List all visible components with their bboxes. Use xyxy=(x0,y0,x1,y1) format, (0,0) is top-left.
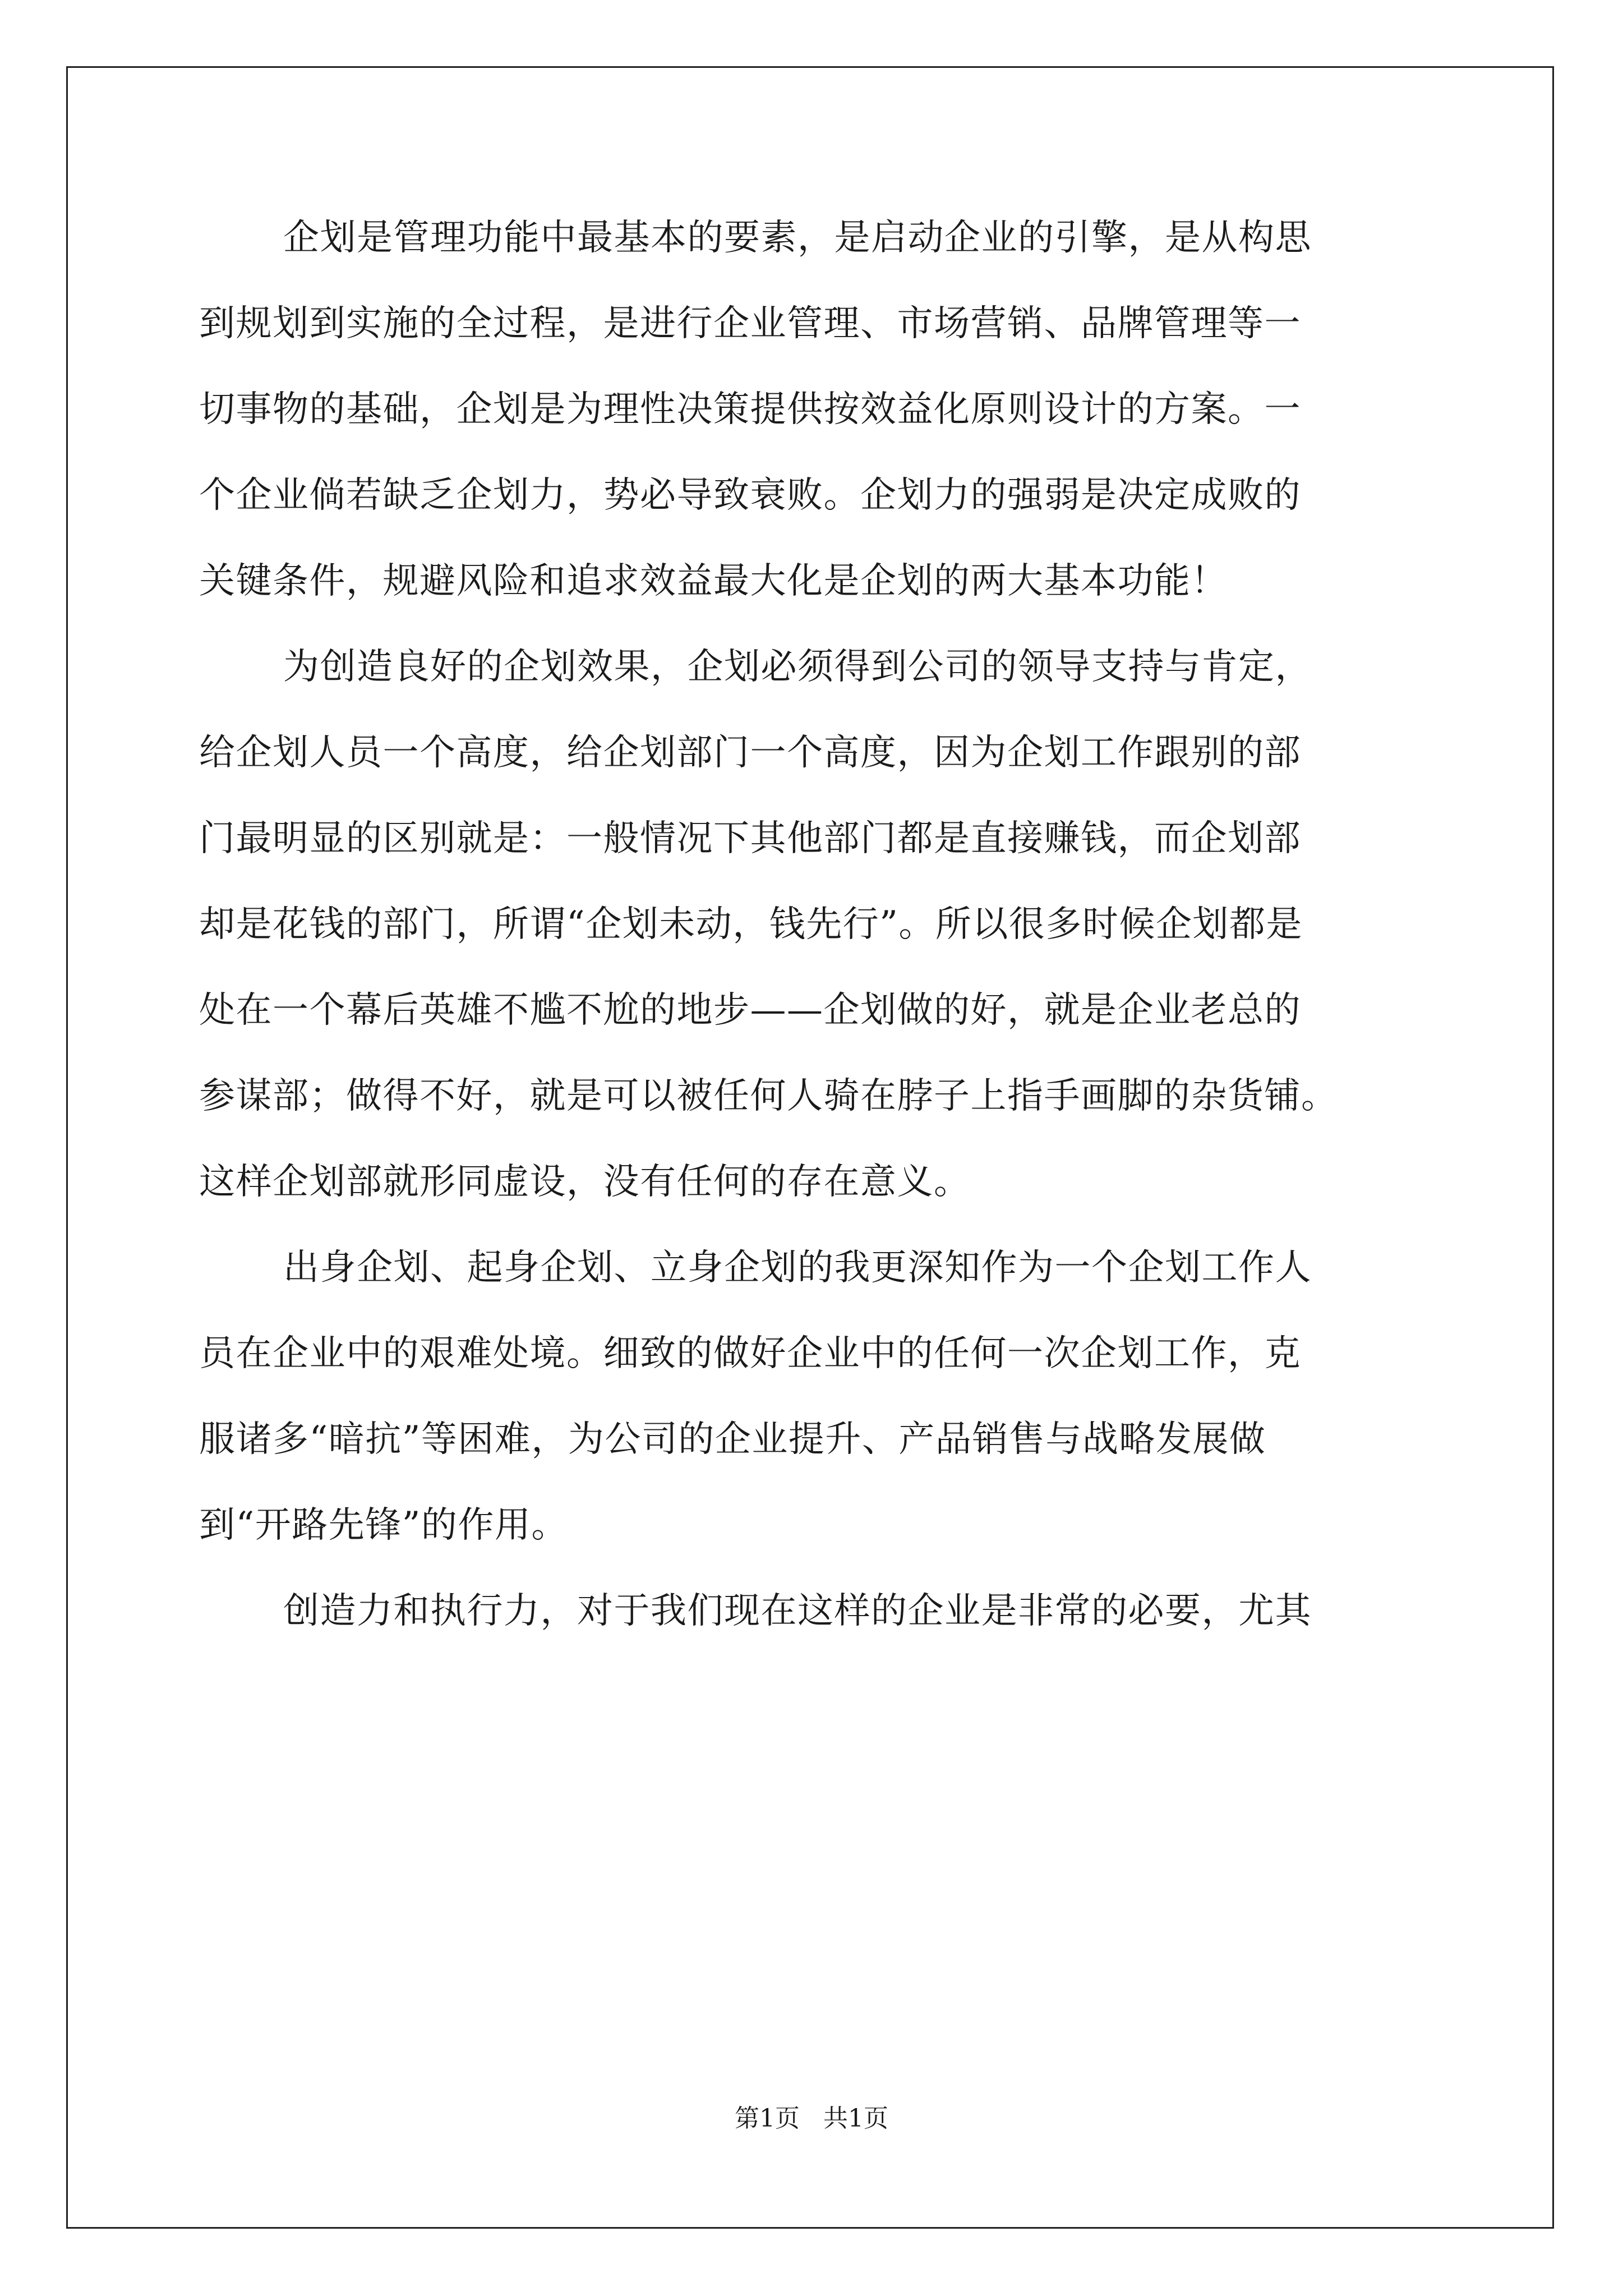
paragraph-2-line-3: 门最明显的区别就是：一般情况下其他部门都是直接赚钱，而企划部 xyxy=(199,818,1301,859)
paragraph-3-line-2: 员在企业中的艰难处境。细致的做好企业中的任何一次企划工作，克 xyxy=(199,1333,1301,1374)
paragraph-3-line-4: 到“开路先锋”的作用。 xyxy=(199,1504,568,1546)
paragraph-2-line-6: 参谋部；做得不好，就是可以被任何人骑在脖子上指手画脚的杂货铺。 xyxy=(199,1075,1338,1117)
paragraph-4-line-1: 创造力和执行力，对于我们现在这样的企业是非常的必要，尤其 xyxy=(283,1590,1312,1632)
paragraph-2-line-1: 为创造良好的企划效果，企划必须得到公司的领导支持与肯定， xyxy=(283,646,1312,688)
paragraph-1-line-3: 切事物的基础，企划是为理性决策提供按效益化原则设计的方案。一 xyxy=(199,389,1301,430)
paragraph-2-line-5: 处在一个幕后英雄不尴不尬的地步——企划做的好，就是企业老总的 xyxy=(199,990,1301,1031)
page-number-footer: 第1页 共1页 xyxy=(735,2104,888,2133)
paragraph-3-line-3: 服诸多“暗抗”等困难，为公司的企业提升、产品销售与战略发展做 xyxy=(199,1419,1266,1460)
paragraph-1-line-2: 到规划到实施的全过程，是进行企业管理、市场营销、品牌管理等一 xyxy=(199,303,1301,344)
paragraph-1-line-1: 企划是管理功能中最基本的要素，是启动企业的引擎，是从构思 xyxy=(283,217,1312,259)
paragraph-1-line-4: 个企业倘若缺乏企划力，势必导致衰败。企划力的强弱是决定成败的 xyxy=(199,475,1301,516)
paragraph-3-line-1: 出身企划、起身企划、立身企划的我更深知作为一个企划工作人 xyxy=(283,1247,1312,1289)
paragraph-2-line-7: 这样企划部就形同虚设，没有任何的存在意义。 xyxy=(199,1161,971,1203)
paragraph-1-line-5: 关键条件，规避风险和追求效益最大化是企划的两大基本功能！ xyxy=(199,560,1228,602)
paragraph-2-line-2: 给企划人员一个高度，给企划部门一个高度，因为企划工作跟别的部 xyxy=(199,732,1301,774)
paragraph-2-line-4: 却是花钱的部门，所谓“企划未动，钱先行”。所以很多时候企划都是 xyxy=(199,904,1303,945)
document-body xyxy=(199,213,1433,1672)
